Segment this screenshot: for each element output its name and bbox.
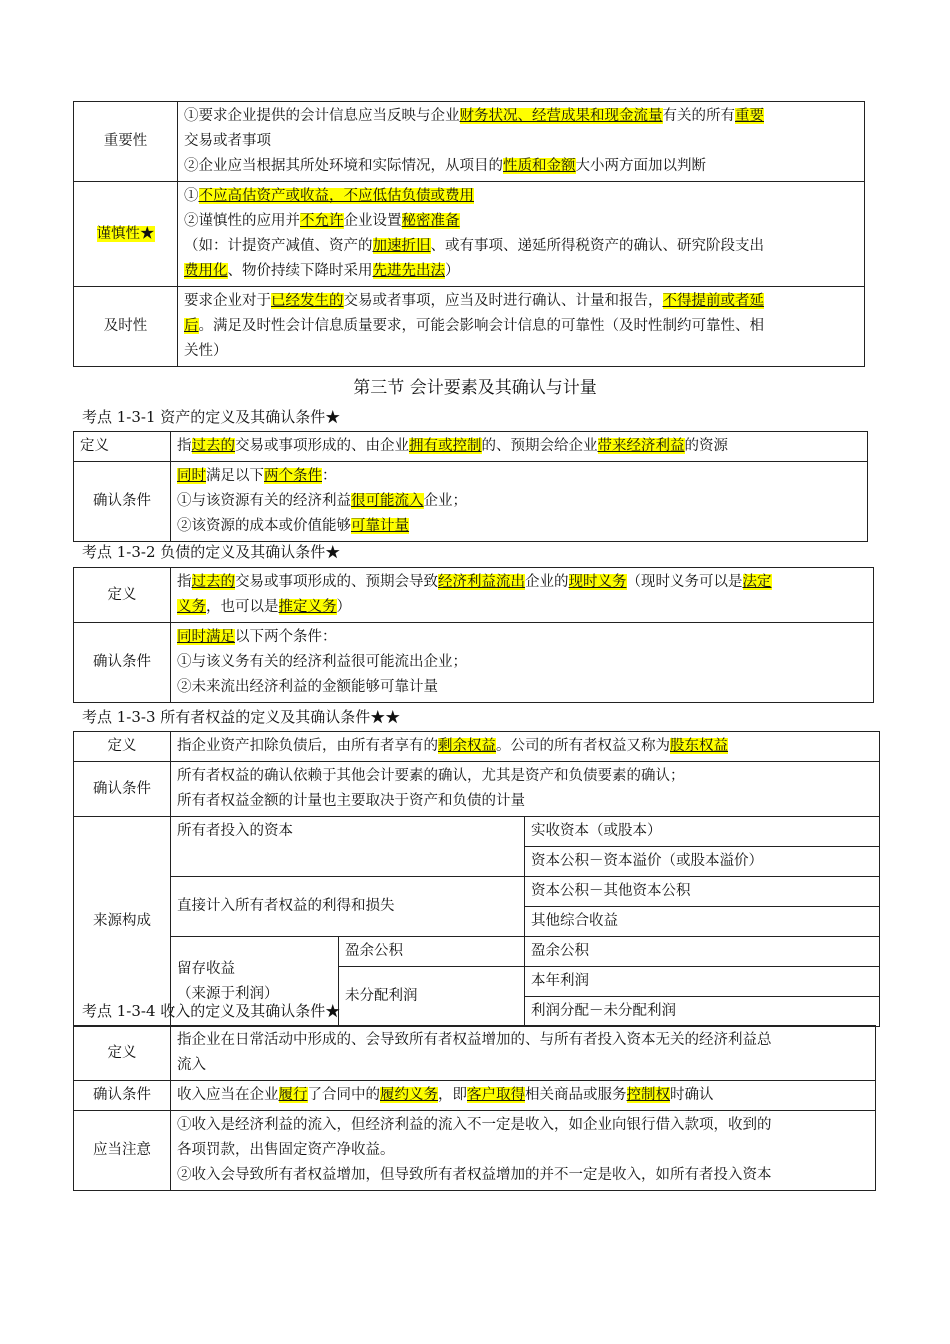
- row-label: 定义: [74, 568, 171, 623]
- table-row: [74, 462, 868, 542]
- text-line: [177, 734, 873, 759]
- highlighted-text: 先进先出法: [372, 263, 445, 279]
- asset-table: [73, 431, 868, 542]
- text-run: 交易或事项形成的、由企业: [235, 438, 409, 454]
- row-label: 重要性: [74, 102, 178, 182]
- row-label: 确认条件: [74, 462, 171, 542]
- row-label: 确认条件: [74, 1081, 171, 1111]
- highlighted-text: 剩余权益: [438, 738, 496, 754]
- equity-table: [73, 731, 880, 1027]
- row-label: 及时性: [74, 287, 178, 367]
- highlighted-text: 过去的: [191, 438, 235, 454]
- table-row: [74, 102, 865, 182]
- kd-heading-liability: 考点 1-3-2 负债的定义及其确认条件★: [82, 543, 341, 561]
- rich-cell: [178, 287, 865, 367]
- text-run: 有关的所有: [662, 108, 735, 124]
- highlighted-text: 法定: [742, 574, 772, 590]
- table-row: [74, 568, 874, 623]
- text-run: 指: [177, 574, 192, 590]
- text-line: [184, 184, 858, 209]
- text-run: 交易或者事项: [184, 133, 271, 149]
- table-row: [74, 877, 880, 907]
- text-run: 交易或者事项，应当及时进行确认、计量和报告，: [343, 293, 663, 309]
- text-line: [184, 339, 858, 364]
- table-row: [74, 762, 880, 817]
- highlighted-text: 财务状况、经营成果和现金流量: [459, 108, 663, 124]
- highlighted-text: 控制权: [626, 1087, 670, 1103]
- text-run: ：: [322, 468, 337, 484]
- text-run: 企业设置: [343, 213, 402, 229]
- text-run: 、物价持续下降时采用: [227, 263, 373, 279]
- text-run: ）: [445, 263, 460, 279]
- text-line: [177, 434, 861, 459]
- note-line-2: 各项罚款，出售固定资产净收益。: [177, 1142, 395, 1158]
- oci-cell: 其他综合收益: [525, 907, 880, 937]
- cond-line-1: 所有者权益的确认依赖于其他会计要素的确认，尤其是资产和负债要素的确认；: [177, 768, 685, 784]
- text-line: [177, 675, 867, 700]
- cap-premium-cell: 资本公积－资本溢价（或股本溢价）: [525, 847, 880, 877]
- note-line-1: ①收入是经济利益的流入，但经济利益的流入不一定是收入，如企业向银行借入款项，收到的: [177, 1117, 772, 1133]
- text-run: （如：计提资产减值、资产的: [184, 238, 373, 254]
- table-row: [74, 1111, 876, 1191]
- text-line: [184, 129, 858, 154]
- text-run: ①与该资源有关的经济利益: [177, 493, 351, 509]
- highlighted-text: 现时义务: [568, 574, 627, 590]
- highlighted-text: 推定义务: [278, 599, 337, 615]
- highlighted-text: 不允许: [300, 213, 344, 229]
- highlighted-text: 已经发生的: [271, 293, 344, 309]
- text-line: [184, 104, 858, 129]
- text-run: 要求企业对于: [184, 293, 271, 309]
- direct-gain-cell: 直接计入所有者权益的利得和损失: [171, 877, 525, 937]
- text-run: 关性）: [184, 343, 228, 359]
- text-run: 的、预期会给企业: [481, 438, 598, 454]
- highlighted-text: 同时满足: [177, 629, 235, 645]
- text-line: [184, 289, 858, 314]
- text-run: 了合同中的: [307, 1087, 380, 1103]
- text-run: ，也可以是: [206, 599, 279, 615]
- rich-cell: [171, 432, 868, 462]
- text-line: [177, 650, 867, 675]
- highlighted-text: 不得提前或者延: [662, 293, 764, 309]
- table-row: [74, 623, 874, 703]
- paid-in-cell: 实收资本（或股本）: [525, 817, 880, 847]
- rich-cell: [178, 102, 865, 182]
- rich-cell: [178, 182, 865, 287]
- text-run: 的资源: [684, 438, 728, 454]
- surplus-right-cell: 盈余公积: [525, 937, 880, 967]
- liability-table: [73, 567, 874, 703]
- surplus-left-cell: 盈余公积: [339, 937, 525, 967]
- profit-dist-cell: 利润分配－未分配利润: [525, 997, 880, 1027]
- text-run: ①要求企业提供的会计信息应当反映与企业: [184, 108, 460, 124]
- highlighted-text: 股东权益: [670, 738, 728, 754]
- highlighted-label: 谨慎性★: [96, 225, 155, 242]
- rich-cell: [171, 1081, 876, 1111]
- text-line: [177, 514, 861, 539]
- row-label: [74, 182, 178, 287]
- def-line-1: 指企业在日常活动中形成的、会导致所有者权益增加的、与所有者投入资本无关的经济利益总: [177, 1032, 772, 1048]
- table-row: [74, 432, 868, 462]
- text-run: 企业的: [525, 574, 569, 590]
- table-row: [74, 1081, 876, 1111]
- highlighted-text: 带来经济利益: [597, 438, 685, 454]
- table-row: [74, 732, 880, 762]
- text-run: ）: [336, 599, 351, 615]
- table-row: [74, 1026, 876, 1081]
- highlighted-text: 义务: [177, 599, 206, 615]
- highlighted-text: 客户取得: [467, 1087, 525, 1103]
- def-line-2: 流入: [177, 1057, 206, 1073]
- highlighted-text: 履约义务: [380, 1087, 438, 1103]
- row-label: 定义: [74, 732, 171, 762]
- rich-cell: [171, 623, 874, 703]
- highlighted-text: 性质和金额: [503, 158, 576, 174]
- text-line: [177, 625, 867, 650]
- kd-heading-equity: 考点 1-3-3 所有者权益的定义及其确认条件★★: [82, 708, 401, 726]
- text-run: 收入应当在企业: [177, 1087, 279, 1103]
- text-line: [184, 259, 858, 284]
- text-line: [177, 489, 861, 514]
- text-run: （现时义务可以是: [626, 574, 743, 590]
- text-run: 、或有事项、递延所得税资产的确认、研究阶段支出: [430, 238, 764, 254]
- text-line: [184, 209, 858, 234]
- revenue-table: [73, 1025, 876, 1191]
- text-run: ②该资源的成本或价值能够: [177, 518, 351, 534]
- row-label: 来源构成: [74, 817, 171, 1027]
- table-row: [74, 937, 880, 967]
- highlighted-text: 后: [184, 318, 199, 334]
- text-run: ②谨慎性的应用并: [184, 213, 300, 229]
- text-run: 时确认: [670, 1087, 714, 1103]
- text-run: ①与该义务有关的经济利益很可能流出企业；: [177, 654, 467, 670]
- retained-label: 留存收益: [177, 960, 235, 977]
- text-run: 指: [177, 438, 192, 454]
- highlighted-text: 过去的: [191, 574, 235, 590]
- text-run: 以下两个条件：: [235, 629, 337, 645]
- row-label: 定义: [74, 432, 171, 462]
- text-run: 企业；: [423, 493, 467, 509]
- text-line: [177, 1083, 869, 1108]
- highlighted-text: 履行: [278, 1087, 308, 1103]
- text-run: 指企业资产扣除负债后，由所有者享有的: [177, 738, 438, 754]
- row-label: 确认条件: [74, 623, 171, 703]
- row-label: 定义: [74, 1026, 171, 1081]
- rich-cell: [171, 462, 868, 542]
- text-run: ①: [184, 188, 199, 204]
- highlighted-text: 同时: [177, 468, 206, 484]
- text-run: ②未来流出经济利益的金额能够可靠计量: [177, 679, 438, 695]
- table-row: [74, 287, 865, 367]
- row-label: 应当注意: [74, 1111, 171, 1191]
- note-line-3: ②收入会导致所有者权益增加，但导致所有者权益增加的并不一定是收入，如所有者投入资本: [177, 1167, 772, 1183]
- undistributed-cell: 未分配利润: [339, 967, 525, 1027]
- cap-other-cell: 资本公积－其他资本公积: [525, 877, 880, 907]
- text-run: 相关商品或服务: [525, 1087, 627, 1103]
- text-line: [177, 464, 861, 489]
- table-row: [74, 182, 865, 287]
- text-run: 大小两方面加以判断: [575, 158, 706, 174]
- highlighted-text: 费用化: [184, 263, 228, 279]
- table-row: [74, 817, 880, 847]
- current-profit-cell: 本年利润: [525, 967, 880, 997]
- highlighted-text: 加速折旧: [372, 238, 431, 254]
- kd-heading-asset: 考点 1-3-1 资产的定义及其确认条件★: [82, 408, 341, 426]
- highlighted-text: 经济利益流出: [438, 574, 525, 590]
- text-line: [184, 154, 858, 179]
- text-line: [177, 570, 867, 595]
- rich-cell: [171, 732, 880, 762]
- highlighted-text: 很可能流入: [351, 493, 424, 509]
- text-run: 满足以下: [206, 468, 264, 484]
- retained-note: （来源于利润）: [177, 985, 279, 1002]
- cond-line-2: 所有者权益金额的计量也主要取决于资产和负债的计量: [177, 793, 525, 809]
- highlighted-text: 不应高估资产或收益，不应低估负债或费用: [198, 188, 474, 204]
- highlighted-text: 拥有或控制: [409, 438, 482, 454]
- text-run: 。公司的所有者权益又称为: [496, 738, 670, 754]
- text-line: [184, 234, 858, 259]
- text-run: 交易或事项形成的、预期会导致: [235, 574, 438, 590]
- quality-table: [73, 101, 865, 367]
- text-run: 。满足及时性会计信息质量要求，可能会影响会计信息的可靠性（及时性制约可靠性、相: [198, 318, 764, 334]
- rich-cell: [171, 568, 874, 623]
- text-line: [177, 595, 867, 620]
- def-cell: [171, 1026, 876, 1081]
- highlighted-text: 可靠计量: [351, 518, 409, 534]
- highlighted-text: 秘密准备: [401, 213, 460, 229]
- highlighted-text: 两个条件: [264, 468, 322, 484]
- text-run: ，即: [438, 1087, 467, 1103]
- owner-invest-cell: 所有者投入的资本: [171, 817, 525, 877]
- row-label: 确认条件: [74, 762, 171, 817]
- text-line: [184, 314, 858, 339]
- section-title: 第三节 会计要素及其确认与计量: [353, 378, 597, 398]
- cond-cell: [171, 762, 880, 817]
- highlighted-text: 重要: [735, 108, 764, 124]
- note-cell: [171, 1111, 876, 1191]
- text-run: ②企业应当根据其所处环境和实际情况，从项目的: [184, 158, 503, 174]
- kd-heading-revenue: 考点 1-3-4 收入的定义及其确认条件★: [82, 1002, 341, 1020]
